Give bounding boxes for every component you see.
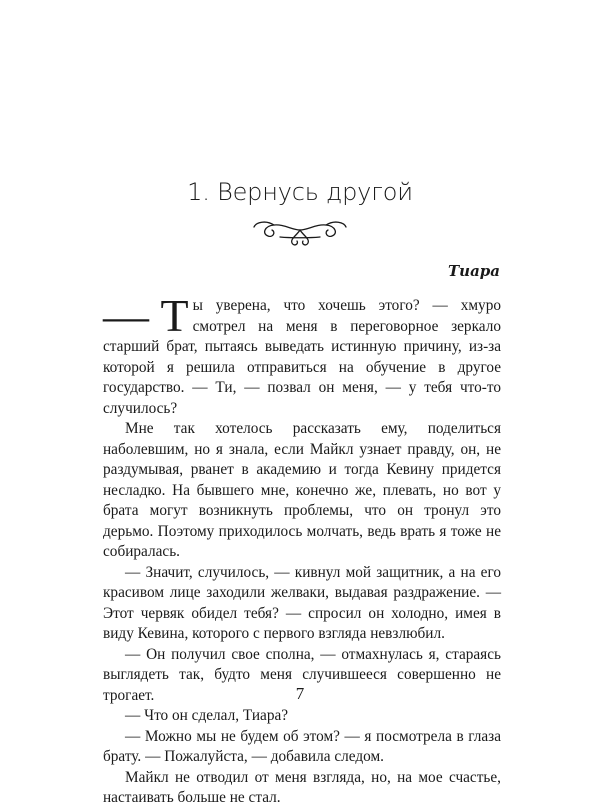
paragraph-7: Майкл не отводил от меня взгляда, но, на мое счастье, настаивать больше не стал. <box>103 768 501 806</box>
flourish-ornament-icon <box>250 216 350 250</box>
paragraph-3: — Значит, случилось, — кивнул мой защитник, а на его красивом лице заходили желваки, выдавая раздражение. — Этот червяк обидел тебя? — спросил он холодно, имея в виду Кевина, которого с первого взгляда невзлюбил. <box>103 563 501 642</box>
paragraph-1-text: ы уверена, что хочешь этого? — хмуро смотрел на меня в переговорное зеркало старший брат, пытаясь выведать истинную причину, из-за которой я решила отправиться на обучение в другое государство. — Ти, — позвал он меня, — у тебя что-то случилось? <box>103 297 501 417</box>
drop-cap: — Т <box>103 290 189 341</box>
page-number: 7 <box>295 684 305 703</box>
narrator-name: Тиара <box>448 262 500 280</box>
paragraph-1 <box>103 290 501 419</box>
paragraph-6: — Можно мы не будем об этом? — я посмотрела в глаза брату. — Пожалуйста, — добавила следом. <box>103 727 501 765</box>
chapter-body <box>103 290 501 809</box>
paragraph-5: — Что он сделал, Тиара? <box>125 707 289 724</box>
paragraph-2: Мне так хотелось рассказать ему, поделиться наболевшим, но я знала, если Майкл узнает правду, он, не раздумывая, рванет в академию и тогда Кевину придется несладко. На бывшего мне, конечно же, плевать, но вот у брата могут возникнуть проблемы, что он тронул это дерьмо. Поэтому приходилось молчать, ведь врать я тоже не собиралась. <box>103 420 501 560</box>
paragraph-4: — Он получил свое сполна, — отмахнулась я, стараясь выглядеть так, будто меня случившееся совершенно не трогает. <box>103 645 501 704</box>
chapter-title: 1. Вернусь другой <box>187 178 413 206</box>
